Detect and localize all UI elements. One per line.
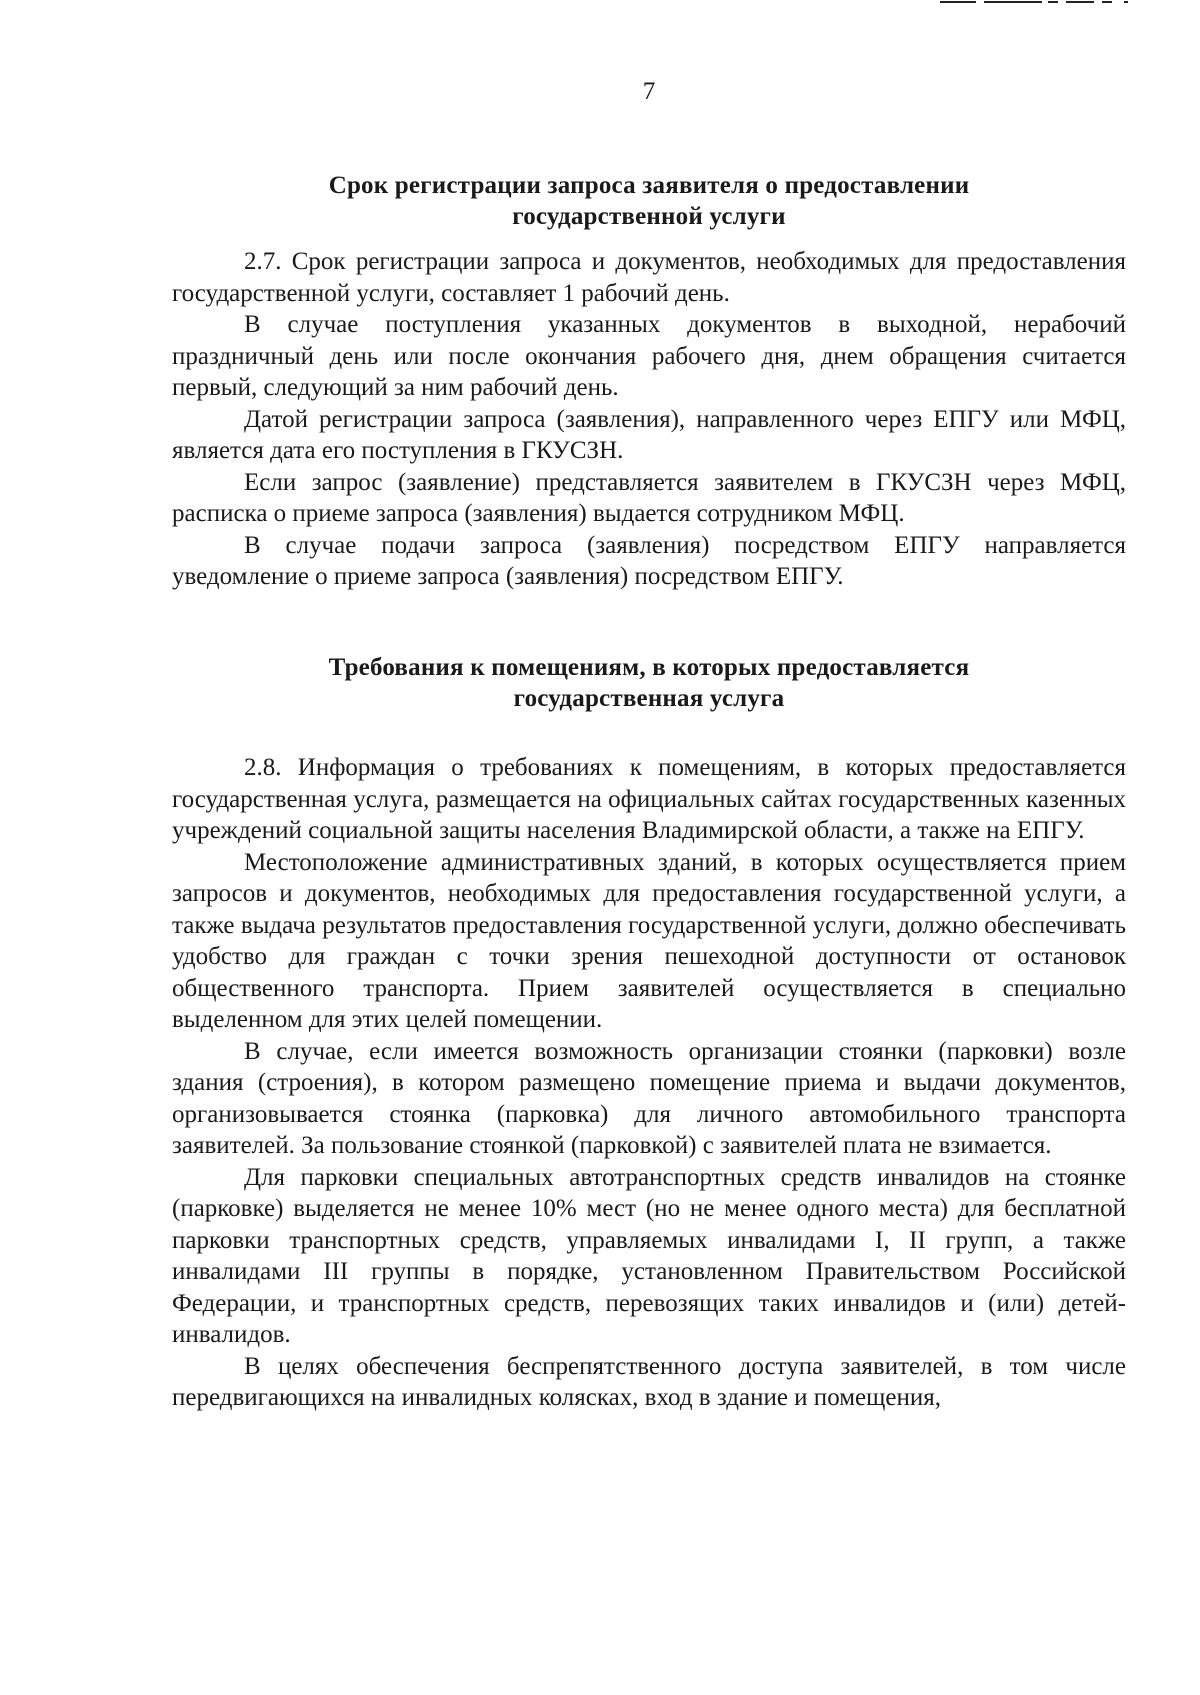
paragraph: Для парковки специальных автотранспортных средств инвалидов на стоянке (парковке) выделяется не менее 10% мест (но не менее одного места) для бесплатной парковки транспортных средств, управляемых инвалидами I, II групп, а также инвалидами III группы в порядке, установленном Правительством Российской Федерации, и транспортных средств, перевозящих таких инвалидов и (или) детей-инвалидов. [172, 1163, 1126, 1348]
scan-artifact [940, 0, 1130, 6]
heading-line: Требования к помещениям, в которых предоставляется [328, 654, 970, 681]
paragraph: Датой регистрации запроса (заявления), направленного через ЕПГУ или МФЦ, является дата его поступления в ГКУСЗН. [172, 405, 1126, 464]
paragraph: В случае, если имеется возможность организации стоянки (парковки) возле здания (строения), в котором размещено помещение приема и выдачи документов, организовывается стоянка (парковка) для личного автомобильного транспорта заявителей. За пользование стоянкой (парковкой) с заявителей плата не взимается. [172, 1037, 1126, 1159]
section-heading-registration-term [172, 170, 1126, 232]
paragraph: В случае поступления указанных документов в выходной, нерабочий праздничный день или после окончания рабочего дня, днем обращения считается первый, следующий за ним рабочий день. [172, 311, 1126, 401]
heading-line: государственной услуги [512, 203, 786, 230]
paragraph: 2.8. Информация о требованиях к помещениям, в которых предоставляется государственная услуга, размещается на официальных сайтах государственных казенных учреждений социальной защиты населения Владимирской области, а также на ЕПГУ. [172, 754, 1126, 844]
paragraph: Если запрос (заявление) представляется заявителем в ГКУСЗН через МФЦ, расписка о приеме запроса (заявления) выдается сотрудником МФЦ. [172, 468, 1126, 527]
paragraph: В случае подачи запроса (заявления) посредством ЕПГУ направляется уведомление о приеме запроса (заявления) посредством ЕПГУ. [172, 531, 1126, 590]
paragraph: Местоположение административных зданий, в которых осуществляется прием запросов и документов, необходимых для предоставления государственной услуги, а также выдача результатов предоставления государственной услуги, должно обеспечивать удобство для граждан с точки зрения пешеходной доступности от остановок общественного транспорта. Прием заявителей осуществляется в специально выделенном для этих целей помещении. [172, 848, 1126, 1033]
page-number: 7 [642, 78, 656, 105]
paragraph: В целях обеспечения беспрепятственного доступа заявителей, в том числе передвигающихся на инвалидных колясках, вход в здание и помещения, [172, 1352, 1126, 1411]
heading-line: Срок регистрации запроса заявителя о предоставлении [328, 172, 970, 199]
paragraph: 2.7. Срок регистрации запроса и документов, необходимых для предоставления государственной услуги, составляет 1 рабочий день. [172, 248, 1126, 307]
section-body-registration-term [172, 246, 1126, 593]
section-heading-premises-requirements [172, 652, 1126, 714]
heading-line: государственная услуга [513, 685, 785, 712]
section-body-premises-requirements [172, 752, 1126, 1414]
